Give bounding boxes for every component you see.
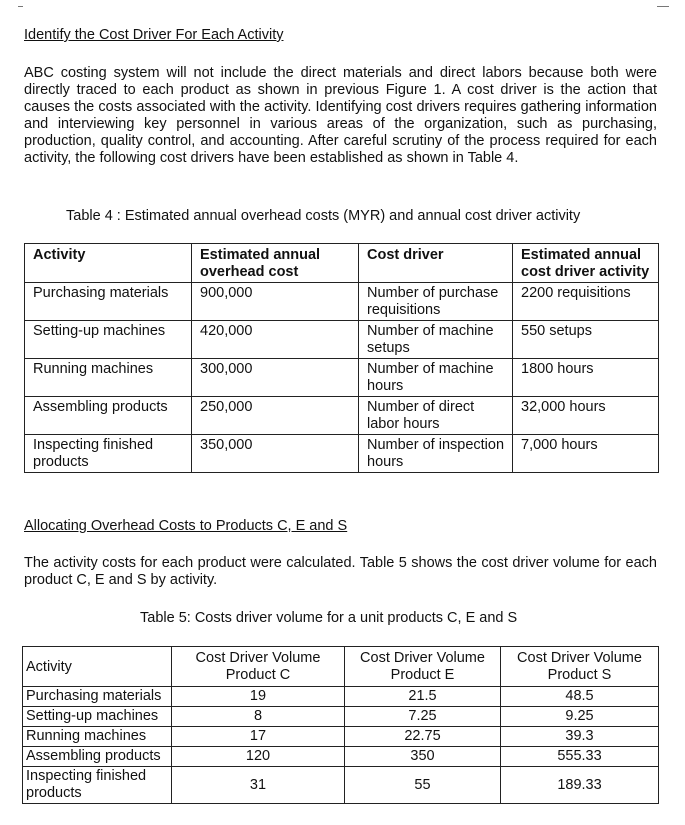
table5-driver-volume — [22, 646, 659, 804]
table5-cell: Assembling products — [23, 747, 172, 767]
table-row — [25, 359, 659, 397]
table5-cell: 7.25 — [345, 707, 501, 727]
table5-cell: 9.25 — [501, 707, 659, 727]
table4-cell: 250,000 — [192, 397, 359, 435]
table-row — [23, 687, 659, 707]
table4-cell: 1800 hours — [513, 359, 659, 397]
table4-header-driver: Cost driver — [359, 244, 513, 283]
table5-header-line1: Cost Driver Volume — [517, 650, 642, 666]
table5-header-product-e — [345, 647, 501, 687]
table5-cell: 120 — [172, 747, 345, 767]
table4-header-activity: Activity — [25, 244, 192, 283]
table-row — [23, 727, 659, 747]
table5-cell: Purchasing materials — [23, 687, 172, 707]
page-corner-mark-right — [657, 6, 669, 7]
table4-cell: Setting-up machines — [25, 321, 192, 359]
table5-cell: Inspecting finished products — [23, 767, 172, 804]
table5-header-line1: Cost Driver Volume — [360, 650, 485, 666]
table5-cell: 22.75 — [345, 727, 501, 747]
table5-cell: 17 — [172, 727, 345, 747]
table5-header-product-c — [172, 647, 345, 687]
table5-cell: 31 — [172, 767, 345, 804]
table4-cell: Number of inspection hours — [359, 435, 513, 473]
table-row — [23, 707, 659, 727]
table-row — [25, 435, 659, 473]
table5-cell: 8 — [172, 707, 345, 727]
table-row — [23, 747, 659, 767]
table5-cell: 21.5 — [345, 687, 501, 707]
intro-paragraph: ABC costing system will not include the direct materials and direct labors because both were directly traced to each product as shown in previous Figure 1. A cost driver is the action that causes the costs associated with the activity. Identifying cost drivers requires gathering information and interviewing key personnel in various areas of the organization, such as purchasing, production, quality control, and accounting. After careful scrutiny of the process required for each activity, the following cost drivers have been established as shown in Table 4. — [24, 65, 657, 166]
section-heading-allocating: Allocating Overhead Costs to Products C, E and S — [24, 518, 348, 534]
table-row — [25, 321, 659, 359]
allocation-paragraph: The activity costs for each product were calculated. Table 5 shows the cost driver volume for each product C, E and S by activity. — [24, 555, 657, 588]
table4-cell: Purchasing materials — [25, 283, 192, 321]
table4-cell: Number of direct labor hours — [359, 397, 513, 435]
table5-cell: 55 — [345, 767, 501, 804]
table4-cell: Number of purchase requisitions — [359, 283, 513, 321]
table4-overhead-costs — [24, 243, 659, 473]
table4-header-activity-level: Estimated annual cost driver activity — [513, 244, 659, 283]
table5-header-line1: Cost Driver Volume — [195, 650, 321, 666]
table-row — [25, 283, 659, 321]
table4-cell: Number of machine setups — [359, 321, 513, 359]
table4-cell: 350,000 — [192, 435, 359, 473]
table5-header-line2: Product S — [547, 667, 612, 683]
table5-cell: Setting-up machines — [23, 707, 172, 727]
table5-cell: Running machines — [23, 727, 172, 747]
table5-header-row — [23, 647, 659, 687]
table4-cell: 550 setups — [513, 321, 659, 359]
table4-cell: Inspecting finished products — [25, 435, 192, 473]
table5-caption: Table 5: Costs driver volume for a unit products C, E and S — [140, 610, 518, 626]
table5-cell: 19 — [172, 687, 345, 707]
table5-header-line2: Product C — [225, 667, 291, 683]
table-row — [23, 767, 659, 804]
table5-cell: 189.33 — [501, 767, 659, 804]
table5-cell: 555.33 — [501, 747, 659, 767]
table4-cell: 7,000 hours — [513, 435, 659, 473]
table5-cell: 39.3 — [501, 727, 659, 747]
table4-cell: 300,000 — [192, 359, 359, 397]
table5-header-line2: Product E — [390, 667, 455, 683]
page-corner-mark-left — [18, 6, 23, 7]
table4-cell: Assembling products — [25, 397, 192, 435]
table4-cell: Running machines — [25, 359, 192, 397]
table4-cell: Number of machine hours — [359, 359, 513, 397]
table5-header-product-s — [501, 647, 659, 687]
table4-cell: 32,000 hours — [513, 397, 659, 435]
table-row — [25, 397, 659, 435]
table4-header-row — [25, 244, 659, 283]
table5-header-activity — [23, 647, 172, 687]
table5-header-line1: Activity — [26, 658, 72, 675]
table5-cell: 350 — [345, 747, 501, 767]
table4-cell: 900,000 — [192, 283, 359, 321]
section-heading-cost-driver: Identify the Cost Driver For Each Activity — [24, 27, 284, 43]
table4-header-overhead: Estimated annual overhead cost — [192, 244, 359, 283]
table5-cell: 48.5 — [501, 687, 659, 707]
table4-cell: 2200 requisitions — [513, 283, 659, 321]
table4-caption: Table 4 : Estimated annual overhead costs (MYR) and annual cost driver activity — [66, 208, 581, 224]
table4-cell: 420,000 — [192, 321, 359, 359]
